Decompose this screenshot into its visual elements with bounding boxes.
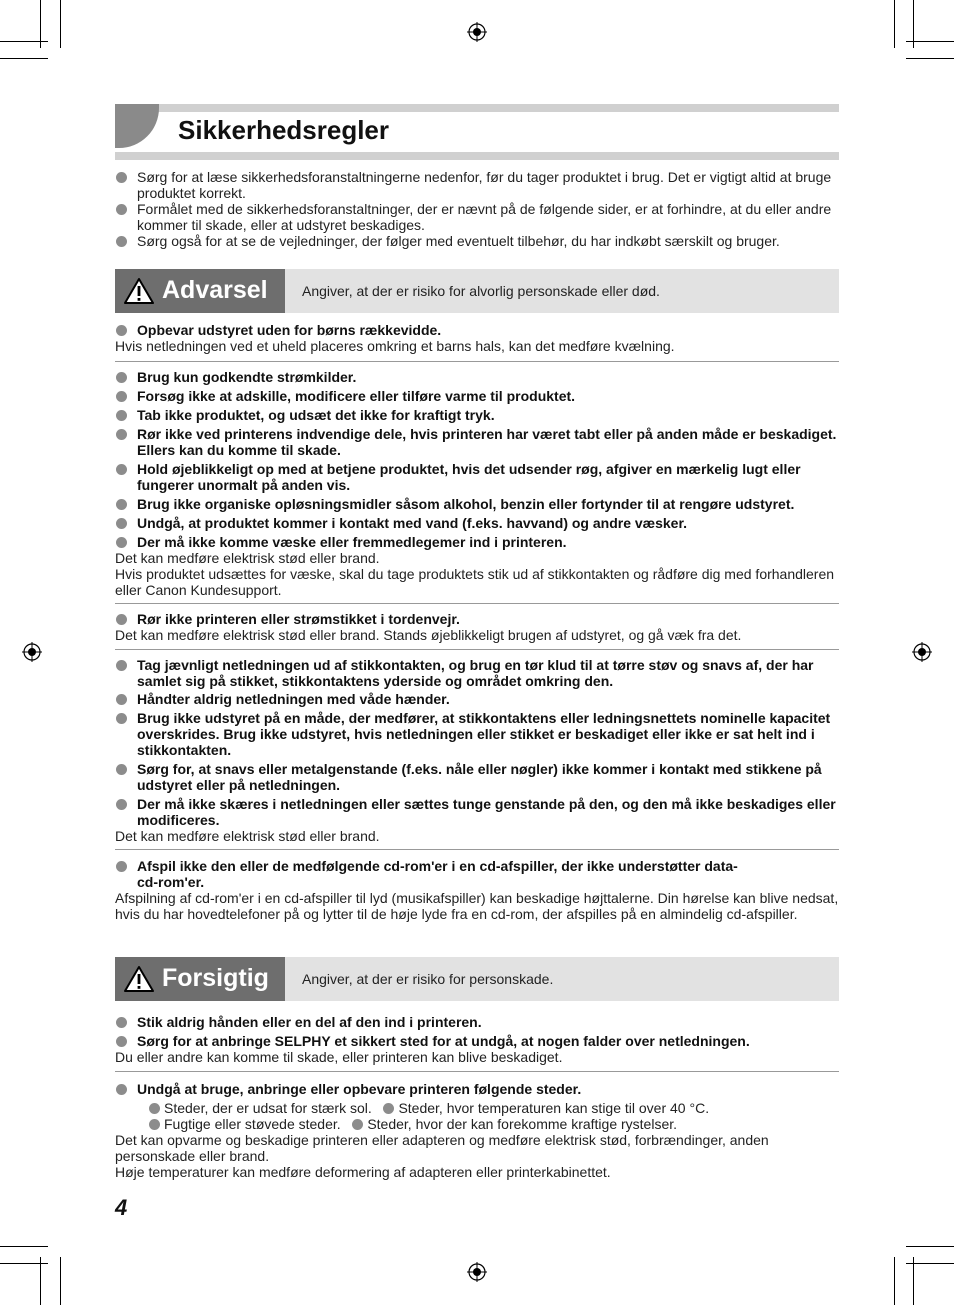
warning-item: Der må ikke skæres i netledningen eller sættes tunge genstande på den, og den må ikke beskadiges eller modificeres. (115, 796, 839, 828)
warning-group (115, 858, 839, 922)
divider (115, 649, 839, 650)
warning-item: Afspil ikke den eller de medfølgende cd-rom'er i en cd-afspiller, der ikke understøtter data-cd-rom'er. (115, 858, 839, 890)
registration-mark-icon (912, 642, 932, 662)
crop-mark (894, 1257, 895, 1305)
warning-note: Det kan medføre elektrisk stød eller brand. (115, 828, 380, 844)
caution-subitem-row (115, 1116, 839, 1132)
warning-note: Det kan medføre elektrisk stød eller brand. Stands øjeblikkeligt brugen af udstyret, og gå væk fra det. (115, 627, 742, 643)
warning-label-box (115, 269, 285, 313)
warning-item: Rør ikke printeren eller strømstikket i tordenvejr. (115, 611, 839, 627)
caution-banner (115, 957, 839, 1001)
warning-note: Det kan medføre elektrisk stød eller brand. (115, 550, 380, 566)
header-rule (115, 104, 839, 112)
caution-description: Angiver, at der er risiko for personskade. (302, 971, 554, 987)
crop-mark (906, 41, 954, 42)
warning-item: Sørg for, at snavs eller metalgenstande (f.eks. nåle eller nøgler) ikke kommer i kontakt med stikkene på udstyret eller på netledningen. (115, 761, 839, 793)
caution-item: Undgå at bruge, anbringe eller opbevare printeren følgende steder. (115, 1081, 839, 1097)
bullet-icon (383, 1103, 394, 1114)
caution-subitem: Steder, hvor der kan forekomme kraftige rystelser. (367, 1116, 678, 1132)
header-rule (115, 152, 839, 160)
crop-mark (0, 1246, 48, 1247)
registration-mark-icon (467, 1262, 487, 1282)
warning-group (115, 322, 839, 354)
caution-label-box (115, 957, 285, 1001)
intro-item: Sørg for at læse sikkerhedsforanstaltningerne nedenfor, før du tager produktet i brug. Det er vigtigt altid at bruge produktet korrekt. (115, 169, 839, 201)
caution-note: Det kan opvarme og beskadige printeren eller adapteren og medføre elektrisk stød, forbrændinger, anden personskade eller brand. (115, 1132, 769, 1164)
warning-item: Håndter aldrig netledningen med våde hænder. (115, 691, 839, 707)
warning-item: Brug ikke organiske opløsningsmidler såsom alkohol, benzin eller fortynder til at rengøre udstyret. (115, 496, 839, 512)
warning-group (115, 657, 839, 844)
divider (115, 849, 839, 850)
crop-mark (894, 0, 895, 48)
caution-subitem: Fugtige eller støvede steder. (164, 1116, 341, 1132)
warning-note: Hvis produktet udsættes for væske, skal du tage produktets stik ud af stikkontakten og rådføre dig med forhandleren eller Canon Kundesupport. (115, 566, 835, 598)
caution-subitem-row (115, 1100, 839, 1116)
bullet-icon (149, 1119, 160, 1130)
page-title: Sikkerhedsregler (178, 115, 390, 145)
warning-item: Tag jævnligt netledningen ud af stikkontakten, og brug en tør klud til at tørre støv og snavs af, der har samlet sig på stikket, stikkontaktens yderside og området omkring den. (115, 657, 839, 689)
intro-list (115, 169, 839, 249)
crop-mark (60, 0, 61, 48)
divider (115, 1071, 839, 1072)
warning-note: Afspilning af cd-rom'er i en cd-afspiller til lyd (musikafspiller) kan beskadige højttalerne. Din hørelse kan blive nedsat, hvis du har hovedtelefoner på og lytter til de høje lyde fra en cd-rom, der afspilles på en almindelig cd-afspiller. (115, 890, 839, 922)
caution-item: Stik aldrig hånden eller en del af den ind i printeren. (115, 1014, 839, 1030)
divider (115, 603, 839, 604)
caution-item: Sørg for at anbringe SELPHY et sikkert sted for at undgå, at nogen falder over netledningen. (115, 1033, 839, 1049)
warning-triangle-icon (123, 965, 155, 993)
warning-item: Opbevar udstyret uden for børns rækkevidde. (115, 322, 839, 338)
crop-mark (60, 1257, 61, 1305)
crop-mark (40, 1257, 41, 1305)
warning-item: Der må ikke komme væske eller fremmedlegemer ind i printeren. (115, 534, 839, 550)
page-number: 4 (115, 1195, 128, 1220)
caution-subitem: Steder, hvor temperaturen kan stige til over 40 °C. (398, 1100, 710, 1116)
warning-item: Rør ikke ved printerens indvendige dele, hvis printeren har været tabt eller på anden måde er beskadiget. Ellers kan du komme til skade. (115, 426, 839, 458)
intro-item: Sørg også for at se de vejledninger, der følger med eventuelt tilbehør, du har indkøbt særskilt og bruger. (115, 233, 839, 249)
caution-note: Du eller andre kan komme til skade, eller printeren kan blive beskadiget. (115, 1049, 563, 1065)
crop-mark (906, 1246, 954, 1247)
warning-triangle-icon (123, 277, 155, 305)
warning-group (115, 611, 839, 643)
caution-subitem: Steder, der er udsat for stærk sol. (164, 1100, 372, 1116)
warning-label: Advarsel (162, 276, 268, 304)
crop-mark (913, 1257, 914, 1305)
divider (115, 361, 839, 362)
registration-mark-icon (467, 22, 487, 42)
bullet-icon (352, 1119, 363, 1130)
warning-description: Angiver, at der er risiko for alvorlig personskade eller død. (302, 283, 660, 299)
caution-note: Høje temperaturer kan medføre deformering af adapteren eller printerkabinettet. (115, 1164, 611, 1180)
intro-item: Formålet med de sikkerhedsforanstaltninger, der er nævnt på de følgende sider, er at forhindre, at du eller andre kommer til skade, eller at udstyret beskadiges. (115, 201, 839, 233)
crop-mark (0, 58, 48, 59)
page-header (115, 104, 839, 160)
caution-group (115, 1014, 839, 1065)
warning-item: Brug kun godkendte strømkilder. (115, 369, 839, 385)
header-tab (115, 104, 159, 148)
warning-item: Brug ikke udstyret på en måde, der medfører, at stikkontaktens eller ledningsnettets nominelle kapacitet overskrides. Brug ikke udstyret, hvis netledningen eller stikket er beskadiget eller ikke er sat helt ind i stikkontakten. (115, 710, 839, 758)
warning-item: Undgå, at produktet kommer i kontakt med vand (f.eks. havvand) og andre væsker. (115, 515, 839, 531)
caution-group (115, 1081, 839, 1180)
warning-item: Tab ikke produktet, og udsæt det ikke for kraftigt tryk. (115, 407, 839, 423)
crop-mark (0, 41, 48, 42)
warning-item: Forsøg ikke at adskille, modificere eller tilføre varme til produktet. (115, 388, 839, 404)
crop-mark (906, 58, 954, 59)
warning-group (115, 369, 839, 598)
crop-mark (906, 1263, 954, 1264)
crop-mark (0, 1263, 48, 1264)
caution-label: Forsigtig (162, 964, 269, 992)
warning-note: Hvis netledningen ved et uheld placeres omkring et barns hals, kan det medføre kvælning. (115, 338, 675, 354)
bullet-icon (149, 1103, 160, 1114)
warning-banner (115, 269, 839, 313)
warning-item: Hold øjeblikkeligt op med at betjene produktet, hvis det udsender røg, afgiver en mærkelig lugt eller fungerer unormalt på anden vis. (115, 461, 839, 493)
registration-mark-icon (22, 642, 42, 662)
